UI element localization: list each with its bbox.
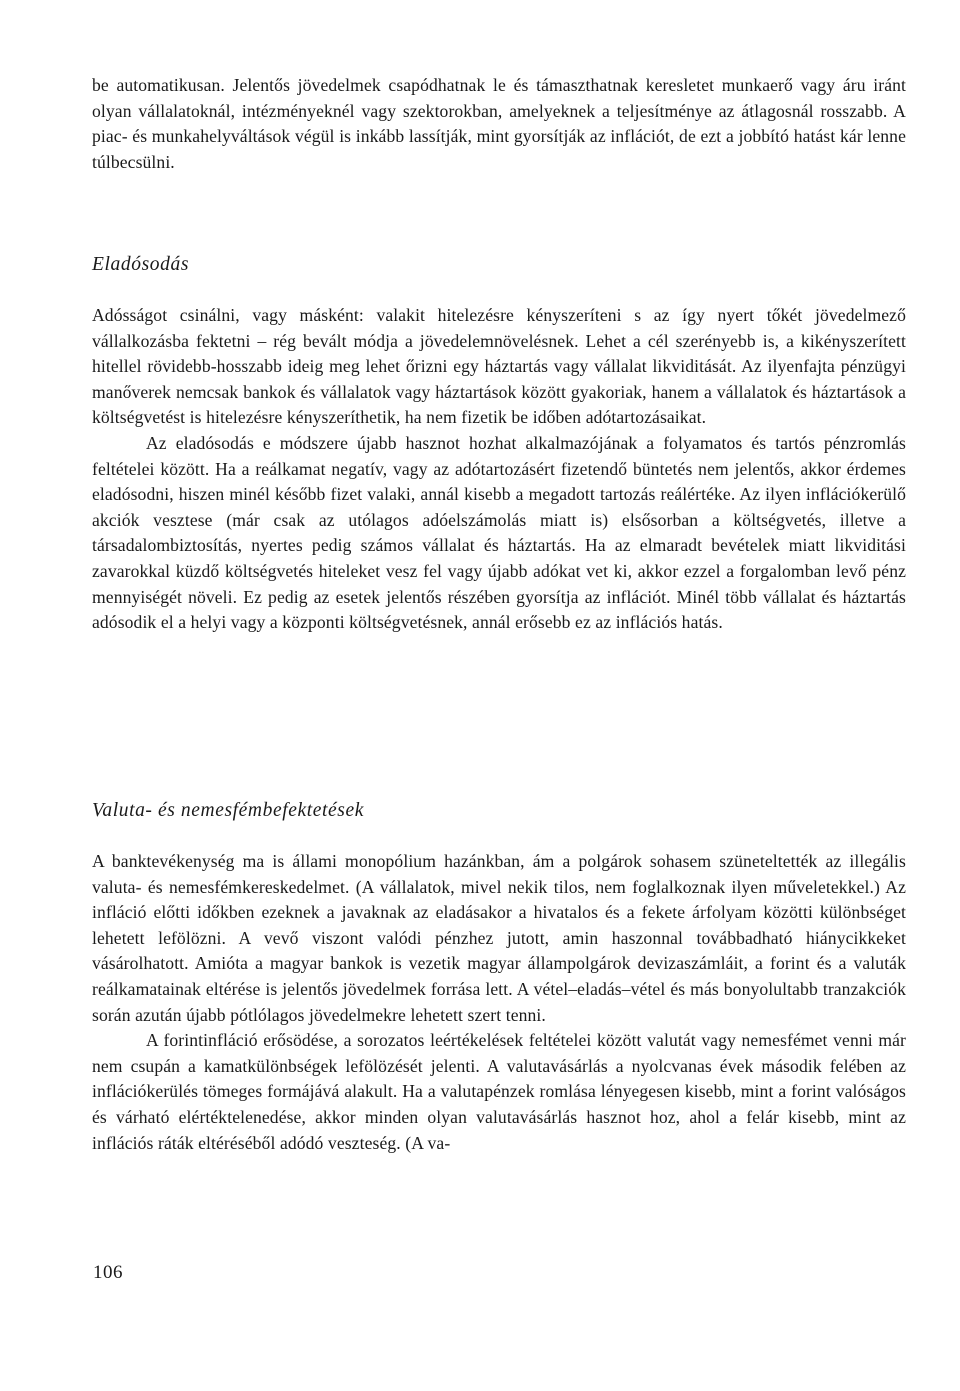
- paragraph: Adósságot csinálni, vagy másként: valakit hitelezésre kényszeríteni s az így nyert tőkét jövedelmező vállalkozásba fektetni – rég bevált módja a jövedelemnövelésnek. Lehet a cél szerényebb is, a kikényszerített hitellel rövidebb-hosszabb ideig meg lehet őrizni egy háztartás vagy vállalat likviditását. Az ilyenfajta pénzügyi manőverek nemcsak bankok és vállalatok vagy háztartások között gyakoriak, hanem a vállalatok és háztartások a költségvetést is hitelezésre kényszeríthetik, ha nem fizetik be időben adótartozásaikat.: [92, 305, 906, 428]
- page-number: 106: [93, 1262, 123, 1283]
- section-valuta-body: [92, 849, 906, 1156]
- paragraph: Az eladósodás e módszere újabb hasznot hozhat alkalmazójának a folyamatos és tartós pénzromlás feltételei között. Ha a reálkamat negatív, vagy az adótartozásért fizetendő büntetés nem jelentős, akkor érdemes eladósodni, hiszen minél később fizet valaki, annál kisebb a megadott tartozás reálértéke. Az ilyen inflációkerülő akciók vesztese (már csak az utólagos adóelszámolás miatt is) elsősorban a költségvetés, illetve a társadalombiztosítás, nyertes pedig számos vállalat és háztartás. Ha az elmaradt bevételek miatt likviditási zavarokkal küzdő költségvetés hiteleket vesz fel vagy újabb adókat vet ki, akkor ezzel a forgalomban levő pénz mennyiségét növeli. Ez pedig az esetek jelentős részében gyorsítja az inflációt. Minél több vállalat és háztartás adósodik el a helyi vagy a központi költségvetésnek, annál erősebb ez az inflációs hatás.: [92, 432, 906, 633]
- section-eladosodas-body: [92, 303, 906, 636]
- intro-text: [92, 73, 906, 175]
- section-heading-valuta: Valuta- és nemesfémbefektetések: [92, 800, 364, 821]
- paragraph: A forintinfláció erősödése, a sorozatos leértékelések feltételei között valutát vagy nemesfémet venni már nem csupán a kamatkülönbségek lefölözését jelenti. A valutavásárlás a nyolcvanas évek második felében az inflációkerülés tömeges formájává alakult. Ha a valutapénzek romlása lényegesen kisebb, mint a forint valóságos és várható elértéktelenedése, akkor minden olyan valutavásárlás hasznot hoz, ahol a felár kisebb, mint az inflációs ráták eltéréséből adódó veszteség. (A va-: [92, 1030, 906, 1153]
- section-heading-eladosodas: Eladósodás: [92, 254, 190, 275]
- intro-paragraph: be automatikusan. Jelentős jövedelmek csapódhatnak le és támaszthatnak keresletet munkaerő vagy áru iránt olyan vállalatoknál, intézményeknél vagy szektorokban, amelyeknek a teljesítménye az átlagosnál rosszabb. A piac- és munkahelyváltások végül is inkább lassítják, mint gyorsítják az inflációt, de ezt a jobbító hatást kár lenne túlbecsülni.: [92, 75, 906, 172]
- paragraph: A banktevékenység ma is állami monopólium hazánkban, ám a polgárok sohasem szüneteltették az illegális valuta- és nemesfémkereskedelmet. (A vállalatok, mivel nekik tilos, nem foglalkoznak ilyen műveletekkel.) Az infláció előtti időkben ezeknek a javaknak az eladásakor a hivatalos és a fekete árfolyam közötti különbséget lehetett lefölözni. A vevő viszont valódi pénzhez jutott, amin haszonnal továbbadható hiánycikkeket vásárolhatott. Amióta a magyar bankok is vezetik magyar állampolgárok devizaszámláit, a forint és a valuták reálkamatainak eltérése is jelentős jövedelmek forrása lett. A vétel–eladás–vétel és más bonyolultabb tranzakciók során azután újabb pótlólagos jövedelmekre lehetett szert tenni.: [92, 851, 906, 1025]
